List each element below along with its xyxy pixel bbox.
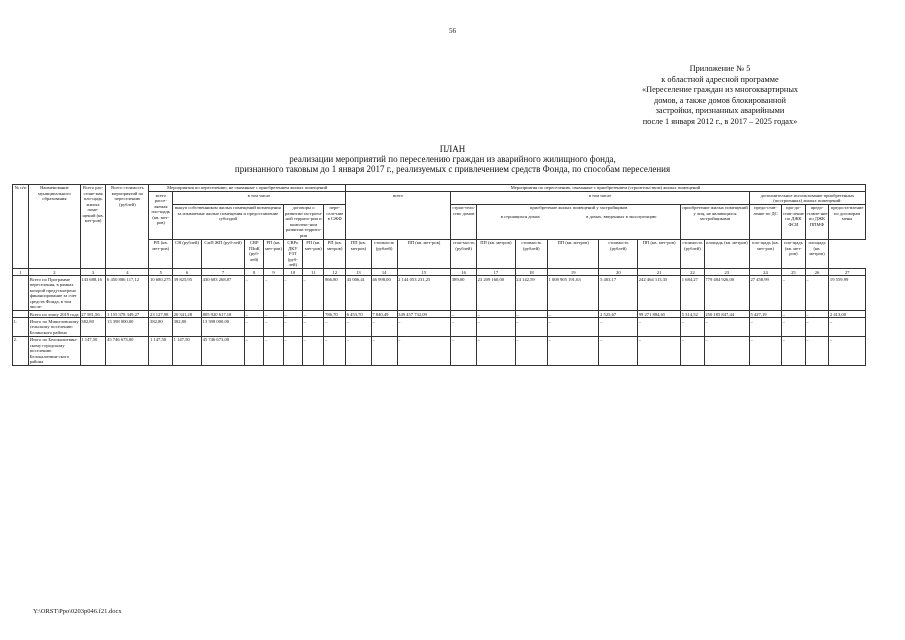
header-b-construct: строи-тель-ство домов: [451, 205, 477, 240]
table-cell: 786,70: [324, 311, 346, 318]
header-b-add-djkppmf: предо-ставле-ние по ДЖК ППМФ: [805, 205, 829, 240]
table-cell: 24 142,59: [515, 276, 547, 311]
table-row: [13, 276, 866, 311]
column-number: 3: [80, 269, 106, 276]
table-cell: –: [264, 311, 283, 318]
header-b-add-djkfsi: про-до-став-ление по ДЖК ФСИ: [782, 205, 806, 240]
table-cell: –: [345, 318, 371, 336]
table-cell: 779 484 926,00: [704, 276, 749, 311]
table-cell: 99 271 884,65: [638, 311, 681, 318]
header-cost2: стои-мость (рублей): [451, 239, 477, 268]
table-cell: –: [245, 311, 264, 318]
table-cell: 19 559,99: [829, 276, 866, 311]
table-cell: 7 840,49: [371, 311, 397, 318]
header-b-buy-built: в домах, введенных в эксплуатацию: [586, 213, 657, 219]
table-cell: 10 680,275: [149, 276, 173, 311]
table-cell: 1 155 378 349,27: [106, 311, 149, 318]
table-cell: –: [324, 336, 346, 365]
table-cell: 27 581,56: [80, 311, 106, 318]
header-a-buyout: выкуп собственником жилых помещений возмещения за изымаемые жилые помещения и предоставление субсидий: [173, 205, 284, 240]
table-cell: –: [477, 311, 516, 318]
table-cell: 389,00: [451, 276, 477, 311]
column-number: 16: [451, 269, 477, 276]
table-cell: –: [245, 276, 264, 311]
column-number: 2: [29, 269, 81, 276]
table-cell: –: [638, 336, 681, 365]
table-cell: –: [547, 318, 599, 336]
header-area24: площадь (кв. метров): [704, 239, 749, 268]
table-cell: 2 144 053 231,25: [397, 276, 451, 311]
table-cell: 20 341,28: [173, 311, 202, 318]
table-cell: –: [638, 318, 681, 336]
table-cell: –: [245, 318, 264, 336]
table-cell: –: [782, 276, 806, 311]
column-number: 21: [638, 269, 681, 276]
header-b-incl: в том числе: [451, 192, 750, 205]
column-number: 7: [202, 269, 245, 276]
table-cell: –: [599, 318, 638, 336]
table-cell: –: [599, 336, 638, 365]
table-cell: 349 457 732,09: [397, 311, 451, 318]
table-row: [13, 311, 866, 318]
table-cell: –: [303, 311, 324, 318]
table-row: [13, 336, 866, 365]
table-cell: Итого по Мишеловскому сельскому поселению Белинского района: [29, 318, 79, 335]
table-cell: 1 684,27: [681, 276, 705, 311]
table-cell: –: [451, 311, 477, 318]
column-number: 5: [149, 269, 173, 276]
table-cell: –: [264, 336, 283, 365]
column-number: 18: [515, 269, 547, 276]
table-cell: –: [805, 318, 829, 336]
table-cell: –: [477, 336, 516, 365]
table-cell: –: [829, 318, 866, 336]
page-number: 56: [449, 27, 456, 35]
header-area25: пло-щадь (кв. мет-ров): [749, 239, 781, 268]
table-cell: –: [547, 336, 599, 365]
header-total-cost: Всего стоимость мероприятий по переселению (рублей): [106, 185, 149, 269]
header-total-area: Всего рас-селяе-мая пло-щадь жилых поме-щений (кв. мет-ров): [80, 185, 106, 269]
table-cell: 430 683 268,87: [202, 276, 245, 311]
header-a-incl: в том числе: [173, 192, 346, 205]
header-b-buy-construct-label: приобретение жилых помещений у застройщиков: [529, 205, 628, 211]
column-number: 22: [681, 269, 705, 276]
column-number-row: [13, 269, 866, 276]
appendix-line: к областной адресной программе: [661, 74, 779, 84]
column-number: 13: [345, 269, 371, 276]
table-cell: 382,80: [173, 318, 202, 336]
header-a-total-area: всего рассе-ляемая пло-щадь (кв. мет-ров): [149, 192, 173, 240]
table-cell: –: [283, 318, 302, 336]
table-cell: Всего по Программе переселения, в рамках которой предусмотрено финансирование за счет средств Фонда, в том числе:: [29, 276, 81, 311]
header-b-add-ds: предо-став-ление по ДС: [749, 205, 781, 240]
table-cell: 1 147,50: [149, 336, 173, 365]
column-number: 9: [264, 269, 283, 276]
header-area27: площадь (кв. метров): [805, 239, 829, 268]
table-cell: 23 209 160,00: [477, 276, 516, 311]
table-cell: –: [515, 336, 547, 365]
title-line: реализации мероприятий по переселению граждан из аварийного жилищного фонда,: [289, 154, 616, 164]
document-title: [0, 144, 905, 174]
table-cell: –: [515, 311, 547, 318]
appendix-line: застройки, признанных аварийными: [655, 106, 785, 116]
table-cell: –: [264, 276, 283, 311]
table-cell: 45 746 673,00: [106, 336, 149, 365]
column-number: 10: [283, 269, 302, 276]
table-cell: 2.: [13, 336, 29, 365]
table-cell: –: [749, 318, 781, 336]
header-b-buy-construct: [477, 205, 681, 240]
appendix-line: домов, а также домов блокированной: [654, 95, 786, 105]
column-number: 25: [782, 269, 806, 276]
table-cell: –: [371, 336, 397, 365]
table-cell: 242 464 113,35: [638, 276, 681, 311]
table-cell: 250 185 847,44: [704, 311, 749, 318]
header-num: № п/п: [13, 185, 29, 269]
table-cell: 866,80: [324, 276, 346, 311]
footer-file-path: Y:\ORST\Ppo\0203p046.f21.docx: [33, 608, 122, 615]
header-b-buy-other: приобретение жилых помещений у лиц, не являющихся застройщиками: [681, 205, 750, 240]
table-cell: –: [283, 336, 302, 365]
table-cell: [13, 276, 29, 311]
appendix-line: после 1 января 2012 г., в 2017 – 2025 годах»: [642, 116, 798, 126]
table-cell: 23 127,98: [149, 311, 173, 318]
table-cell: Итого по Белокалитвин-скому городскому поселению Белокалитвин-ского района: [29, 336, 81, 365]
table-cell: –: [477, 318, 516, 336]
column-number: 11: [303, 269, 324, 276]
column-number: 26: [805, 269, 829, 276]
header-pp3: ПП (кв. метров): [477, 239, 516, 268]
header-b-buy-building: в строящихся домах: [500, 213, 540, 219]
table-cell: –: [303, 318, 324, 336]
column-number: 24: [749, 269, 781, 276]
table-cell: –: [805, 336, 829, 365]
table-cell: –: [264, 318, 283, 336]
header-cost: стоимость (рублей): [371, 239, 397, 268]
header-municipality: Наименование муниципального образования: [29, 185, 81, 269]
table-cell: 5 403,17: [599, 276, 638, 311]
column-number: 15: [397, 269, 451, 276]
column-number: 20: [599, 269, 638, 276]
header-cost3: стоимость (рублей): [515, 239, 547, 268]
table-cell: 6 453,70: [345, 311, 371, 318]
header-rp2: РП (кв. мет-ров): [264, 239, 283, 268]
header-smp: СмП ЖП (руб-лей): [202, 239, 245, 268]
column-number: 27: [829, 269, 866, 276]
header-group-b: Мероприятия по переселению, связанные с приобретением (строительством) жилых помещений: [345, 185, 865, 192]
table-cell: –: [303, 276, 324, 311]
header-svr: СВР ПЗиК (руб-лей): [245, 239, 264, 268]
header-pp: ПП (кв. метров): [345, 239, 371, 268]
table-cell: –: [805, 311, 829, 318]
table-cell: 1 147,50: [173, 336, 202, 365]
header-b-total: всего: [345, 192, 450, 240]
table-cell: 1 147,50: [80, 336, 106, 365]
table-cell: –: [245, 336, 264, 365]
table-row: [13, 318, 866, 336]
header-sv: СВ (рублей): [173, 239, 202, 268]
table-cell: 1 008 905 191,63: [547, 276, 599, 311]
table-cell: –: [782, 311, 806, 318]
table-cell: –: [397, 336, 451, 365]
table-cell: –: [451, 336, 477, 365]
table-cell: 5 314,52: [681, 311, 705, 318]
header-rp4: РП (кв. метров): [324, 239, 346, 268]
table-cell: –: [749, 336, 781, 365]
table-cell: 1.: [13, 318, 29, 336]
table-cell: –: [303, 336, 324, 365]
table-cell: –: [681, 336, 705, 365]
table-cell: 43 006,41: [345, 276, 371, 311]
appendix-header: [600, 64, 840, 128]
table-cell: –: [397, 318, 451, 336]
table-body: [13, 276, 866, 366]
table-cell: 39 825,95: [173, 276, 202, 311]
table-cell: –: [782, 336, 806, 365]
header-pp5: ПП (кв. мет-ров): [638, 239, 681, 268]
appendix-line: «Переселение граждан из многоквартирных: [641, 85, 799, 95]
appendix-line: Приложение № 5: [689, 64, 751, 73]
header-area26: пло-щадь (кв. мет-ров): [782, 239, 806, 268]
header-pp4: ПП (кв. метров): [547, 239, 599, 268]
header-cost5: стоимость (рублей): [681, 239, 705, 268]
table-cell: –: [451, 318, 477, 336]
column-number: 14: [371, 269, 397, 276]
table-cell: [13, 311, 29, 318]
title-line: признанного таковым до 1 января 2017 г., реализуемых с привлечением средств Фонда, по способам переселения: [234, 164, 671, 174]
table-cell: 382,80: [80, 318, 106, 336]
table-cell: –: [515, 318, 547, 336]
table-cell: 2 525,67: [599, 311, 638, 318]
table-cell: –: [805, 276, 829, 311]
column-number: 1: [13, 269, 29, 276]
column-number: 4: [106, 269, 149, 276]
table-cell: –: [681, 318, 705, 336]
table-cell: 45 746 673,00: [202, 336, 245, 365]
table-cell: –: [704, 318, 749, 336]
table-cell: –: [782, 318, 806, 336]
header-svr2: СВРо ДКУ РЗТ (руб-лей): [283, 239, 302, 268]
table-cell: –: [283, 311, 302, 318]
table-cell: –: [371, 318, 397, 336]
header-b-additional: дополнительное использование приобретенных (построенных) жилых помещений:: [749, 192, 865, 205]
plan-table: [12, 184, 866, 366]
table-cell: 143 688,16: [80, 276, 106, 311]
header-b-add-dog: предоста-вление по договорам мены: [829, 205, 866, 240]
table-cell: 5 427,19: [749, 311, 781, 318]
header-rp3: РП (кв. мет-ров): [303, 239, 324, 268]
table-cell: –: [283, 276, 302, 311]
header-a-contracts: договоры о развитии застроен-ной террито-рии и комплекс-ном развитии террито-рии: [284, 205, 323, 238]
column-number: 19: [547, 269, 599, 276]
table-cell: 2 413,00: [829, 311, 866, 318]
table-cell: Всего по этапу 2019 года: [29, 311, 79, 317]
table-cell: 13 398 000,00: [106, 318, 149, 336]
header-pp2: ПП (кв. мет-ров): [397, 239, 451, 268]
column-number: 8: [245, 269, 264, 276]
column-number: 12: [324, 269, 346, 276]
header-group-a: Мероприятия по переселению, не связанные с приобретением жилых помещений: [149, 185, 346, 192]
column-number: 23: [704, 269, 749, 276]
table-cell: 46 998,00: [371, 276, 397, 311]
table-cell: 6 450 886 117,12: [106, 276, 149, 311]
header-a-resettle: пере-селе-ние в СЖФ: [324, 205, 346, 240]
table-cell: –: [547, 311, 599, 318]
table-cell: –: [345, 336, 371, 365]
table-cell: –: [704, 336, 749, 365]
table-cell: 805 920 617,18: [202, 311, 245, 318]
header-rp: РП (кв. мет-ров): [149, 239, 173, 268]
table-cell: –: [324, 318, 346, 336]
column-number: 17: [477, 269, 516, 276]
table-cell: –: [829, 336, 866, 365]
column-number: 6: [173, 269, 202, 276]
table-cell: 382,80: [149, 318, 173, 336]
table-cell: 27 458,99: [749, 276, 781, 311]
title-line: ПЛАН: [439, 144, 466, 154]
header-cost4: стоимость (рублей): [599, 239, 638, 268]
table-cell: 13 398 000,00: [202, 318, 245, 336]
